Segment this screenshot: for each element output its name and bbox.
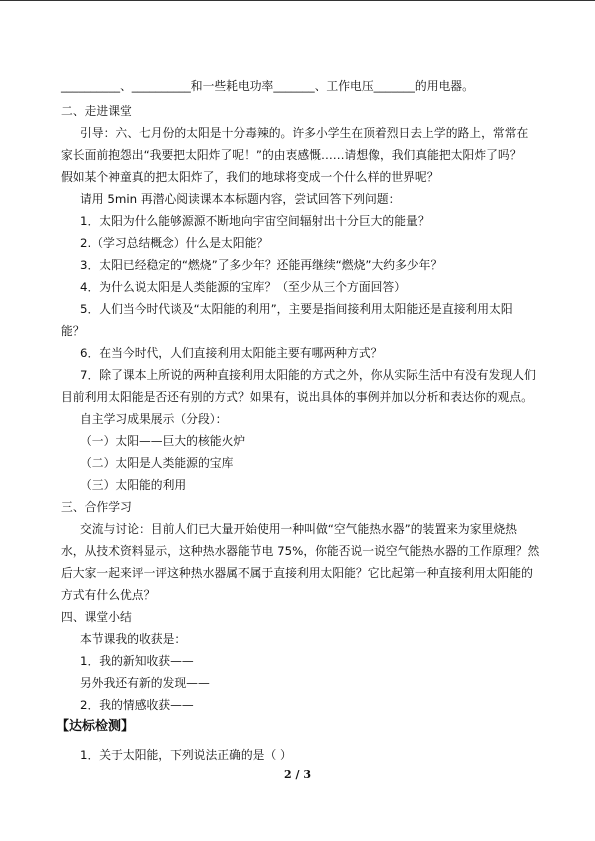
summary-item-3: 另外我还有新的发现——	[80, 676, 210, 690]
result-item-1: （一）太阳——巨大的核能火炉	[80, 434, 246, 448]
question-5-line-1: 5．人们当今时代谈及“太阳能的利用”，主要是指间接利用太阳能还是直接利用太阳	[80, 302, 513, 316]
result-item-3: （三）太阳能的利用	[80, 478, 187, 492]
fill-in-blank-line: __________、__________和一些耗电功率_______、工作电压_______的用电器。	[61, 79, 474, 93]
discussion-line-2: 水，从技术资料显示，这种热水器能节电 75%，你能否说一说空气能热水器的工作原理？然	[61, 544, 540, 558]
results-title: 自主学习成果展示（分段）：	[80, 412, 228, 426]
intro-line-2: 家长面前抱怨出“我要把太阳炸了呢！”的由衷感慨……请想像，我们真能把太阳炸了吗？	[61, 148, 522, 162]
intro-line-1: 引导：六、七月份的太阳是十分毒辣的。许多小学生在顶着烈日去上学的路上，常常在	[80, 126, 529, 140]
question-1: 1．太阳为什么能够源源不断地向宇宙空间辐射出十分巨大的能量？	[80, 214, 430, 228]
check-question-1: 1．关于太阳能，下列说法正确的是（ ）	[80, 748, 292, 762]
question-7-line-1: 7．除了课本上所说的两种直接利用太阳能的方式之外，你从实际生活中有没有发现人们	[80, 368, 536, 382]
question-7-line-2: 目前利用太阳能是否还有别的方式？如果有，说出具体的事例并加以分析和表达你的观点。	[61, 390, 533, 404]
summary-item-2: 1．我的新知收获——	[80, 654, 194, 668]
discussion-line-1: 交流与讨论：目前人们已大量开始使用一种叫做“空气能热水器”的装置来为家里烧热	[80, 522, 517, 536]
question-2: 2.（学习总结概念）什么是太阳能？	[80, 236, 269, 250]
section-4-title: 四、课堂小结	[61, 610, 132, 624]
discussion-line-3: 后大家一起来评一评这种热水器属不属于直接利用太阳能？它比起第一种直接利用太阳能的	[61, 566, 533, 580]
section-3-title: 三、合作学习	[61, 500, 132, 514]
question-6: 6．在当今时代，人们直接利用太阳能主要有哪两种方式？	[80, 346, 383, 360]
intro-line-3: 假如某个神童真的把太阳炸了，我们的地球将变成一个什么样的世界呢？	[61, 170, 439, 184]
question-3: 3．太阳已经稳定的“燃烧”了多少年？还能再继续“燃烧”大约多少年？	[80, 258, 443, 272]
check-heading: 【达标检测】	[56, 719, 135, 734]
summary-item-1: 本节课我的收获是：	[80, 632, 187, 646]
summary-item-4: 2．我的情感收获——	[80, 698, 194, 712]
question-4: 4．为什么说太阳是人类能源的宝库？（至少从三个方面回答）	[80, 280, 407, 294]
discussion-line-4: 方式有什么优点？	[61, 588, 156, 602]
reading-prompt: 请用 5min 再潜心阅读课本本标题内容，尝试回答下列问题：	[80, 192, 401, 206]
result-item-2: （二）太阳是人类能源的宝库	[80, 456, 234, 470]
section-2-title: 二、走进课堂	[61, 104, 132, 118]
page-number: 2 / 3	[284, 768, 311, 781]
question-5-line-2: 能？	[61, 324, 85, 338]
